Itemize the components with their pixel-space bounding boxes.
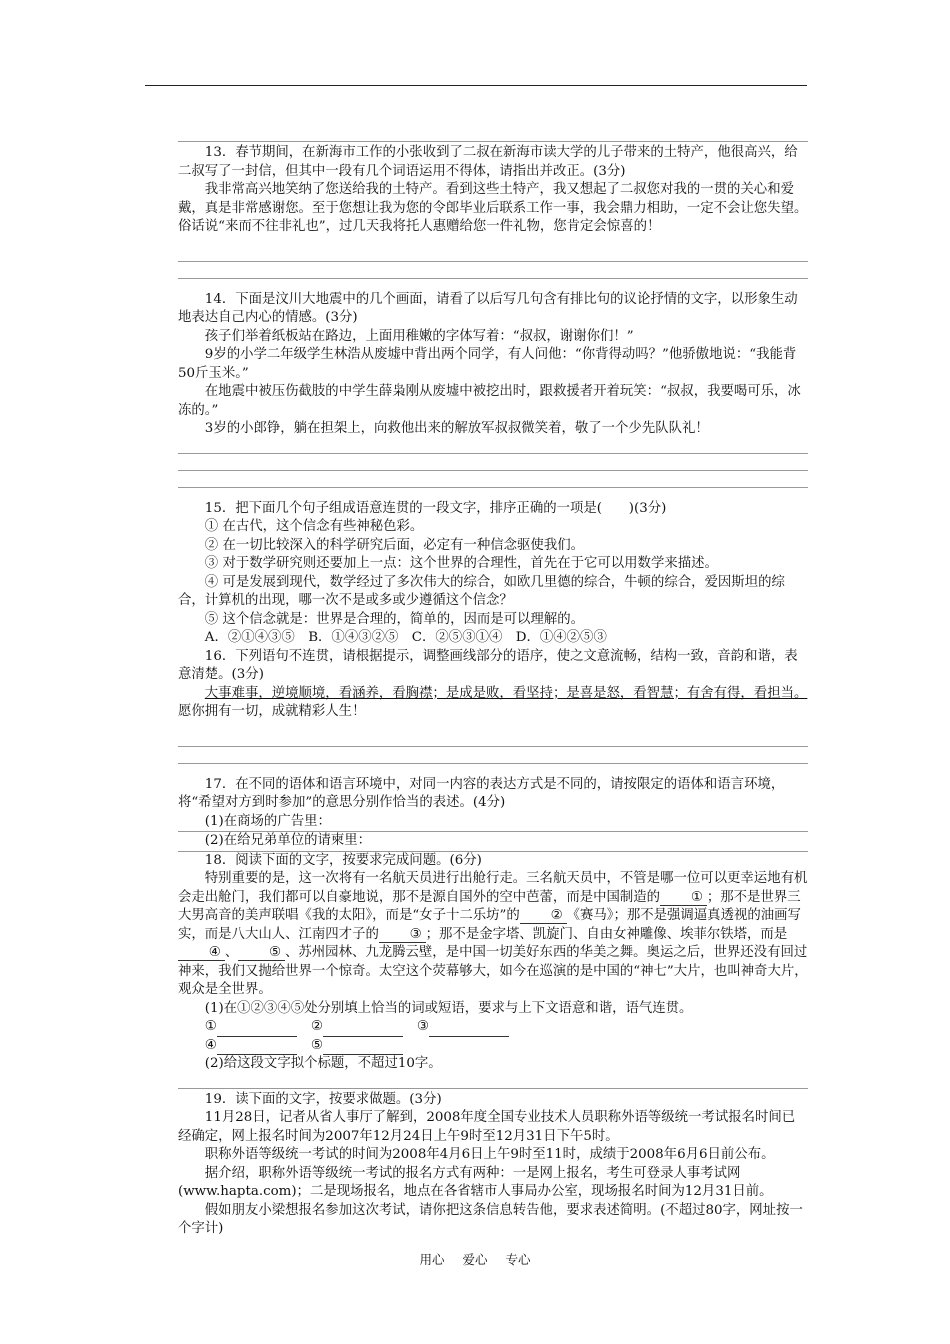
q15-item-4: ④ 可是发展到现代，数学经过了多次伟大的综合，如欧几里德的综合，牛顿的综合，爱因斯坦的综合，计算机的出现，哪一次不是或多或少遵循这个信念？ (178, 574, 785, 608)
fill-5[interactable] (323, 1040, 403, 1055)
question-18 (178, 852, 808, 1089)
answer-line[interactable] (178, 247, 808, 262)
q13-passage: 我非常高兴地笑纳了您送给我的土特产。看到这些土特产，我又想起了二叔您对我的一贯的关心和爱戴，真是非常感谢您。至于您想让我为您的令郎毕业后联系工作一事，我会鼎力相助，一定不会让您失望。俗话说“来而不往非礼也”，过几天我将托人惠赠给您一件礼物，您肯定会惊喜的！ (178, 182, 808, 234)
q19-stem: 19．读下面的文字，按要求做题。(3分) (204, 1091, 442, 1107)
question-15 (178, 500, 808, 648)
q16-underlined: 大事难事，逆境顺境，看涵养，看胸襟；是成是败，看坚持；是喜是怒，看智慧；有舍有得，看担当。 (204, 685, 808, 701)
q14-scene-4: 3岁的小郎铮，躺在担架上，向救他出来的解放军叔叔微笑着，敬了一个少先队队礼！ (204, 421, 709, 436)
q16-rest: 愿你拥有一切，成就精彩人生！ (178, 704, 366, 719)
answer-line[interactable] (178, 439, 808, 454)
q19-para-3: 据介绍，职称外语等级统一考试的报名方式有两种：一是网上报名，考生可登录人事考试网(www.hapta.com)；二是现场报名，地点在各省辖市人事局办公室，现场报名时间为12月31日前。 (178, 1165, 773, 1199)
fill-2[interactable] (323, 1022, 403, 1037)
fill-label-2: ② (310, 1019, 323, 1034)
q16-stem: 16．下列语句不连贯，请根据提示，调整画线部分的语序，使之文意流畅，结构一致，音韵和谐，表意清楚。(3分) (178, 648, 798, 682)
q18-fill-row-2 (178, 1037, 808, 1056)
q15-item-5: ⑤ 这个信念就是：世界是合理的，简单的，因而是可以理解的。 (204, 611, 584, 627)
q15-options: A．②①④③⑤ B．①④③②⑤ C．②⑤③①④ D．①④②⑤③ (204, 630, 607, 645)
answer-line[interactable] (178, 264, 808, 279)
q15-stem: 15．把下面几个句子组成语意连贯的一段文字，排序正确的一项是( )(3分) (204, 500, 667, 516)
blank-2[interactable]: ② (520, 908, 567, 924)
q15-item-2: ② 在一切比较深入的科学研究后面，必定有一种信念驱使我们。 (204, 537, 584, 553)
question-19 (178, 1091, 808, 1239)
fill-label-1: ① (204, 1019, 217, 1034)
q14-scene-2: 9岁的小学二年级学生林浩从废墟中背出两个同学，有人问他：“你背得动吗？”他骄傲地说：“我能背50斤玉米。” (178, 347, 797, 381)
q18-passage (178, 870, 808, 1000)
q18-text-3: 《赛马》；那不是强调逼真透视的油画写实，而是八大山人、江南四才子的 (178, 908, 801, 942)
q17-stem: 17．在不同的语体和语言环境中，对同一内容的表达方式是不同的，请按限定的语体和语言环境，将“希望对方到时参加”的意思分别作恰当的表述。(4分) (178, 776, 785, 810)
q18-separator: 、 (224, 945, 239, 960)
question-14 (178, 291, 808, 488)
q18-sub-2: (2)给这段文字拟个标题，不超过10字。 (204, 1056, 442, 1071)
exam-content (178, 127, 808, 1239)
fill-label-3: ③ (416, 1019, 429, 1034)
q18-fill-row-1 (178, 1018, 808, 1037)
fill-1[interactable] (217, 1022, 297, 1037)
q18-stem: 18．阅读下面的文字，按要求完成问题。(6分) (204, 852, 482, 868)
q19-para-2: 职称外语等级统一考试的时间为2008年4月6日上午9时至11时，成绩于2008年6月6日前公布。 (204, 1147, 775, 1162)
question-17 (178, 776, 808, 852)
q13-stem: 13．春节期间，在新海市工作的小张收到了二叔在新海市读大学的儿子带来的土特产，他很高兴，给二叔写了一封信，但其中一段有几个词语运用不得体，请指出并改正。(3分) (178, 145, 798, 179)
question-13 (178, 144, 808, 279)
q15-item-1: ① 在古代，这个信念有些神秘色彩。 (204, 519, 424, 534)
fill-3[interactable] (429, 1022, 509, 1037)
q18-text-1: 特别重要的是，这一次将有一名航天员进行出舱行走。三名航天员中，不管是哪一位可以更幸运地有机会走出舱门，我们都可以自豪地说，那不是源自国外的空中芭蕾，而是中国制造的 (178, 871, 808, 905)
answer-line[interactable] (178, 456, 808, 471)
blank-3[interactable]: ③ (379, 927, 426, 943)
q18-text-2: ；那不是世界三大男高音的美声联唱《我的太阳》，而是“女子十二乐坊”的 (178, 889, 801, 923)
page-footer: 用心 爱心 专心 (419, 1252, 531, 1267)
blank-5[interactable]: ⑤ (238, 945, 285, 961)
q14-stem: 14．下面是汶川大地震中的几个画面，请看了以后写几句含有排比句的议论抒情的文字，以形象生动地表达自己内心的情感。(3分) (178, 291, 798, 325)
question-16 (178, 648, 808, 764)
answer-line[interactable] (178, 732, 808, 747)
q17-sub-1[interactable]: (1)在商场的广告里： (178, 813, 808, 833)
fill-4[interactable] (217, 1040, 297, 1055)
q19-task: 假如朋友小梁想报名参加这次考试，请你把这条信息转告他，要求表述简明。(不超过80字，网址按一个字计) (178, 1202, 803, 1236)
q19-para-1: 11月28日，记者从省人事厅了解到，2008年度全国专业技术人员职称外语等级统一考试报名时间已经确定，网上报名时间为2007年12月24日上午9时至12月31日下午5时。 (178, 1110, 796, 1144)
answer-line[interactable] (178, 1074, 808, 1089)
q18-text-4: ；那不是金字塔、凯旋门、自由女神雕像、埃菲尔铁塔，而是 (425, 926, 788, 942)
answer-line[interactable] (178, 473, 808, 488)
fill-label-5: ⑤ (310, 1037, 323, 1053)
q18-sub-1: (1)在①②③④⑤处分别填上恰当的词或短语，要求与上下文语意和谐，语气连贯。 (204, 1000, 693, 1016)
q14-scene-1: 孩子们举着纸板站在路边，上面用稚嫩的字体写着：“叔叔，谢谢你们！” (204, 328, 634, 344)
q17-sub-2[interactable]: (2)在给兄弟单位的请柬里： (178, 832, 808, 852)
q16-sentence (178, 685, 808, 722)
answer-line[interactable] (178, 749, 808, 764)
blank-4[interactable]: ④ (178, 945, 225, 961)
q14-scene-3: 在地震中被压伤截肢的中学生薛枭刚从废墟中被挖出时，跟救援者开着玩笑：“叔叔，我要喝可乐，冰冻的。” (178, 384, 801, 418)
q15-item-3: ③ 对于数学研究则还要加上一点：这个世界的合理性，首先在于它可以用数学来描述。 (204, 556, 718, 571)
blank-1[interactable]: ① (660, 890, 707, 906)
fill-label-4: ④ (204, 1037, 217, 1053)
q18-text-5: 、苏州园林、九龙腾云壁，是中国一切美好东西的华美之舞。奥运之后，世界还没有回过神来，我们又抛给世界一个惊奇。太空这个荧幕够大，如今在巡演的是中国的“神七”大片，也叫神奇大片，观众是全世界。 (178, 945, 808, 997)
answer-line[interactable] (178, 127, 808, 142)
header-rule (145, 85, 807, 86)
